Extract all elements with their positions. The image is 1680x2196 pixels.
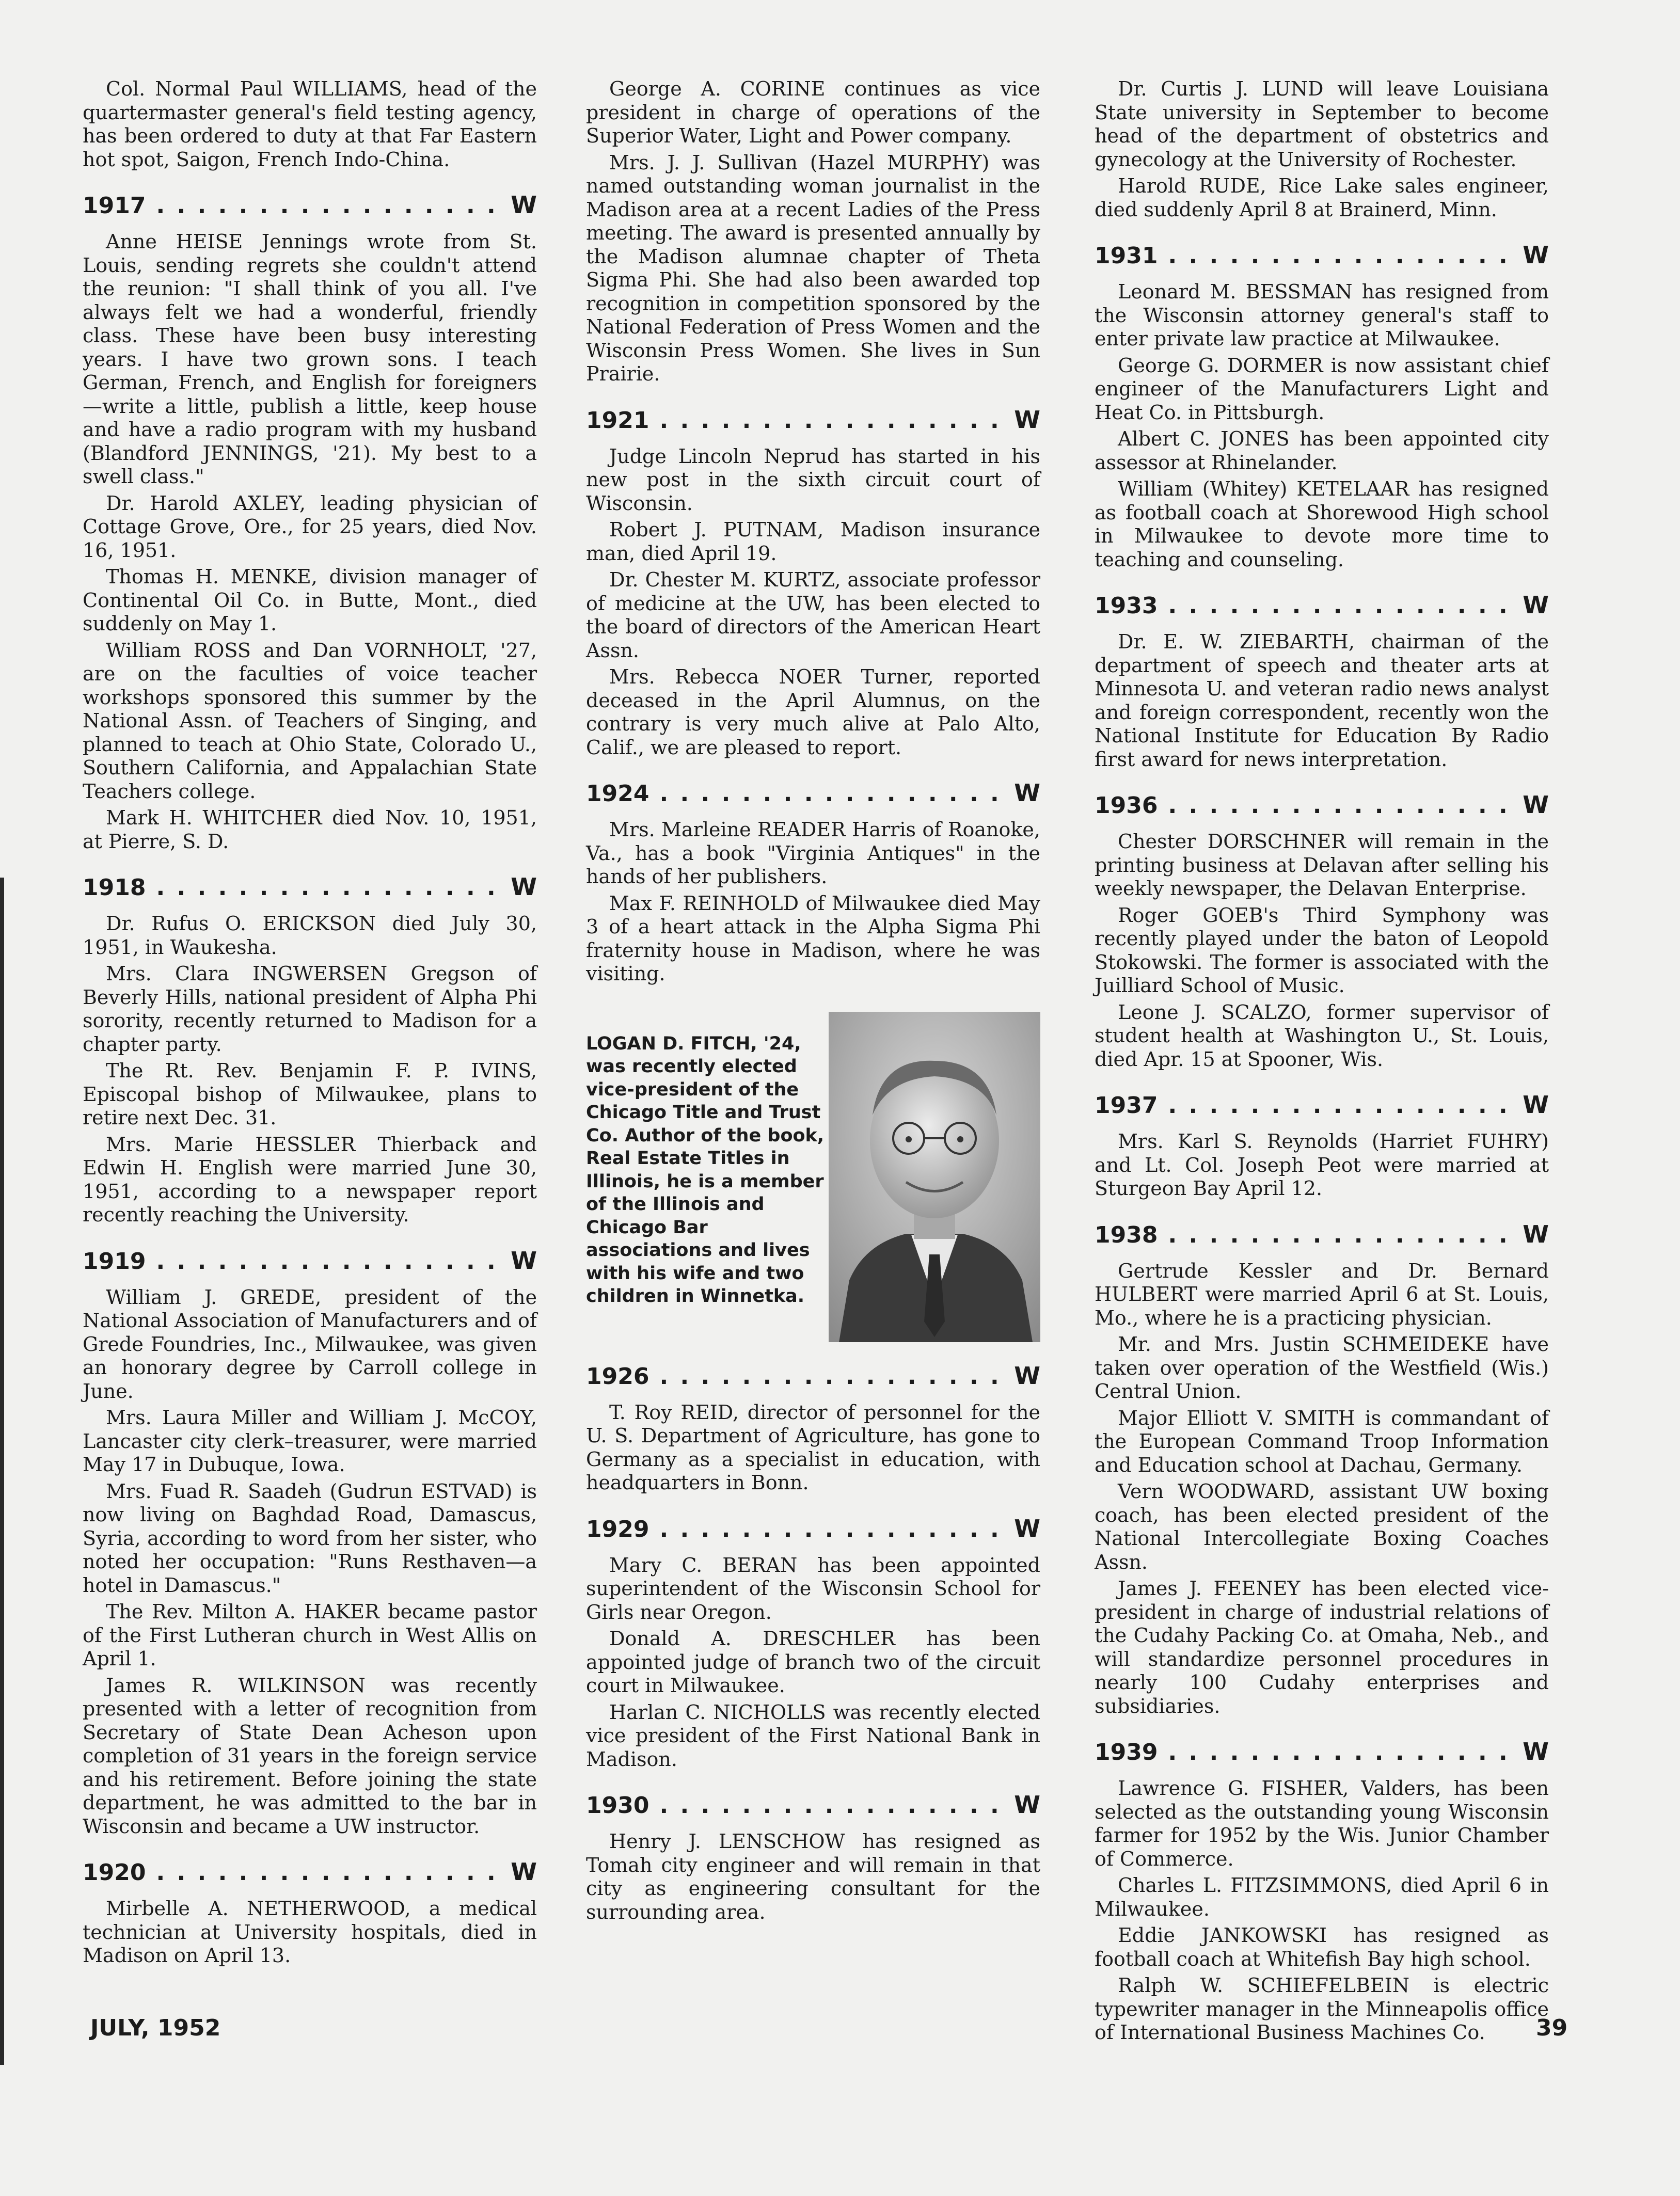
leader-dots bbox=[659, 408, 1011, 434]
news-item: Gertrude Kessler and Dr. Bernard HULBERT were married April 6 at St. Louis, Mo., where he is a practicing physician. bbox=[1095, 1259, 1549, 1329]
class-header-1931 bbox=[1095, 242, 1549, 269]
w-mark: W bbox=[511, 191, 537, 219]
news-item: Mrs. Marie HESSLER Thierback and Edwin H. English were married June 30, 1951, according to a newspaper report recently reaching the University. bbox=[83, 1133, 537, 1226]
w-mark: W bbox=[511, 1246, 537, 1275]
class-header-1918 bbox=[83, 874, 537, 901]
news-item: Mary C. BERAN has been appointed superintendent of the Wisconsin School for Girls near Oregon. bbox=[586, 1553, 1040, 1624]
column-3 bbox=[1095, 77, 1549, 2048]
class-year: 1936 bbox=[1095, 792, 1158, 819]
leader-dots bbox=[156, 875, 508, 901]
class-year: 1929 bbox=[586, 1516, 649, 1542]
w-mark: W bbox=[1523, 1220, 1549, 1248]
news-item: Ralph W. SCHIEFELBEIN is electric typewriter manager in the Minneapolis office of International Business Machines Co. bbox=[1095, 1974, 1549, 2044]
news-item: Eddie JANKOWSKI has resigned as football coach at Whitefish Bay high school. bbox=[1095, 1924, 1549, 1970]
w-mark: W bbox=[1523, 591, 1549, 619]
leader-dots bbox=[1168, 593, 1519, 619]
class-year: 1918 bbox=[83, 874, 146, 901]
news-item: Roger GOEB's Third Symphony was recently played under the baton of Leopold Stokowski. The former is associated with the Juilliard School of Music. bbox=[1095, 903, 1549, 997]
news-item: Leonard M. BESSMAN has resigned from the Wisconsin attorney general's staff to enter private law practice at Milwaukee. bbox=[1095, 280, 1549, 350]
news-item: Albert C. JONES has been appointed city assessor at Rhinelander. bbox=[1095, 427, 1549, 474]
news-item: William ROSS and Dan VORNHOLT, '27, are on the faculties of voice teacher workshops sponsored this summer by the National Assn. of Teachers of Singing, and planned to teach at Ohio State, Colorado U., Southern California, and Appalachian State Teachers college. bbox=[83, 639, 537, 803]
class-header-1937 bbox=[1095, 1092, 1549, 1119]
class-year: 1938 bbox=[1095, 1221, 1158, 1248]
class-header-1926 bbox=[586, 1363, 1040, 1390]
photo-feature bbox=[586, 1012, 1040, 1342]
news-item: Harold RUDE, Rice Lake sales engineer, died suddenly April 8 at Brainerd, Minn. bbox=[1095, 174, 1549, 221]
class-header-1929 bbox=[586, 1516, 1040, 1542]
leader-dots bbox=[659, 1364, 1011, 1390]
leader-dots bbox=[1168, 243, 1519, 269]
news-item: Mrs. Clara INGWERSEN Gregson of Beverly Hills, national president of Alpha Phi sorority, recently returned to Madison for a chapter party. bbox=[83, 962, 537, 1056]
news-item: Judge Lincoln Neprud has started in his new post in the sixth circuit court of Wisconsin. bbox=[586, 444, 1040, 515]
news-item: The Rt. Rev. Benjamin F. P. IVINS, Episcopal bishop of Milwaukee, plans to retire next Dec. 31. bbox=[83, 1059, 537, 1129]
news-item: Mrs. Karl S. Reynolds (Harriet FUHRY) and Lt. Col. Joseph Peot were married at Sturgeon Bay April 12. bbox=[1095, 1130, 1549, 1200]
leader-dots bbox=[659, 1793, 1011, 1819]
leader-dots bbox=[659, 781, 1011, 807]
news-item: Col. Normal Paul WILLIAMS, head of the quartermaster general's field testing agency, has been ordered to duty at that Far Eastern hot spot, Saigon, French Indo-China. bbox=[83, 77, 537, 171]
w-mark: W bbox=[1014, 1514, 1040, 1542]
issue-date: JULY, 1952 bbox=[90, 2015, 221, 2041]
page-number: 39 bbox=[1536, 2015, 1568, 2041]
news-item: Mrs. J. J. Sullivan (Hazel MURPHY) was named outstanding woman journalist in the Madison area at a recent Ladies of the Press meeting. The award is presented annually by the Madison alumnae chapter of Theta Sigma Phi. She had also been awarded top recognition in competition sponsored by the National Federation of Press Women and the Wisconsin Press Women. She lives in Sun Prairie. bbox=[586, 151, 1040, 385]
news-item: Mark H. WHITCHER died Nov. 10, 1951, at Pierre, S. D. bbox=[83, 806, 537, 853]
w-mark: W bbox=[1523, 791, 1549, 819]
news-item: Dr. Rufus O. ERICKSON died July 30, 1951, in Waukesha. bbox=[83, 912, 537, 959]
w-mark: W bbox=[1014, 1791, 1040, 1819]
class-year: 1937 bbox=[1095, 1092, 1158, 1119]
leader-dots bbox=[156, 1860, 508, 1886]
w-mark: W bbox=[1014, 779, 1040, 807]
news-item: Robert J. PUTNAM, Madison insurance man, died April 19. bbox=[586, 518, 1040, 565]
news-item: Mrs. Fuad R. Saadeh (Gudrun ESTVAD) is now living on Baghdad Road, Damascus, Syria, according to word from her sister, who noted her occupation: "Runs Resthaven—a hotel in Damascus." bbox=[83, 1479, 537, 1597]
news-item: William (Whitey) KETELAAR has resigned as football coach at Shorewood High school in Milwaukee to devote more time to teaching and counseling. bbox=[1095, 478, 1549, 571]
class-year: 1920 bbox=[83, 1859, 146, 1886]
news-item: William J. GREDE, president of the National Association of Manufacturers and of Grede Foundries, Inc., Milwaukee, was given an honorary degree by Carroll college in June. bbox=[83, 1285, 537, 1403]
news-item: Mirbelle A. NETHERWOOD, a medical technician at University hospitals, died in Madison on April 13. bbox=[83, 1897, 537, 1967]
leader-dots bbox=[1168, 1093, 1519, 1119]
news-item: Major Elliott V. SMITH is commandant of the European Command Troop Information and Education school at Dachau, Germany. bbox=[1095, 1406, 1549, 1476]
news-item: The Rev. Milton A. HAKER became pastor of the First Lutheran church in West Allis on April 1. bbox=[83, 1600, 537, 1670]
news-item: Dr. Chester M. KURTZ, associate professor of medicine at the UW, has been elected to the board of directors of the American Heart Assn. bbox=[586, 568, 1040, 662]
news-item: George G. DORMER is now assistant chief engineer of the Manufacturers Light and Heat Co. in Pittsburgh. bbox=[1095, 354, 1549, 424]
news-item: Mrs. Laura Miller and William J. McCOY, Lancaster city clerk–treasurer, were married May 17 in Dubuque, Iowa. bbox=[83, 1406, 537, 1476]
class-year: 1930 bbox=[586, 1792, 649, 1819]
w-mark: W bbox=[511, 1858, 537, 1886]
news-item: Charles L. FITZSIMMONS, died April 6 in Milwaukee. bbox=[1095, 1874, 1549, 1920]
class-header-1919 bbox=[83, 1248, 537, 1275]
class-header-1917 bbox=[83, 192, 537, 219]
news-item: Donald A. DRESCHLER has been appointed judge of branch two of the circuit court in Milwaukee. bbox=[586, 1627, 1040, 1697]
news-item: Vern WOODWARD, assistant UW boxing coach, has been elected president of the National Intercollegiate Boxing Coaches Assn. bbox=[1095, 1480, 1549, 1573]
news-item: James J. FEENEY has been elected vice-president in charge of industrial relations of the Cudahy Packing Co. at Omaha, Neb., and will standardize personnel procedures in nearly 100 Cudahy enterprises and subsidiaries. bbox=[1095, 1577, 1549, 1717]
scan-edge-bar bbox=[0, 878, 4, 2065]
leader-dots bbox=[1168, 793, 1519, 819]
news-item: Thomas H. MENKE, division manager of Continental Oil Co. in Butte, Mont., died suddenly on May 1. bbox=[83, 565, 537, 635]
class-header-1930 bbox=[586, 1792, 1040, 1819]
leader-dots bbox=[156, 193, 508, 219]
class-header-1921 bbox=[586, 407, 1040, 434]
class-year: 1917 bbox=[83, 193, 146, 219]
class-year: 1926 bbox=[586, 1363, 649, 1390]
class-year: 1933 bbox=[1095, 593, 1158, 619]
news-item: T. Roy REID, director of personnel for the U. S. Department of Agriculture, has gone to Germany as a specialist in education, with headquarters in Bonn. bbox=[586, 1401, 1040, 1494]
class-year: 1939 bbox=[1095, 1739, 1158, 1765]
news-item: Lawrence G. FISHER, Valders, has been selected as the outstanding young Wisconsin farmer for 1952 by the Wis. Junior Chamber of Commerce. bbox=[1095, 1777, 1549, 1870]
w-mark: W bbox=[1014, 1361, 1040, 1390]
w-mark: W bbox=[1523, 241, 1549, 269]
leader-dots bbox=[1168, 1222, 1519, 1248]
leader-dots bbox=[659, 1517, 1011, 1542]
w-mark: W bbox=[511, 873, 537, 901]
class-year: 1919 bbox=[83, 1248, 146, 1275]
news-item: Dr. E. W. ZIEBARTH, chairman of the department of speech and theater arts at Minnesota U. and veteran radio news analyst and foreign correspondent, recently won the National Institute for Education By Radio first award for news interpretation. bbox=[1095, 630, 1549, 771]
class-year: 1931 bbox=[1095, 243, 1158, 269]
class-header-1924 bbox=[586, 780, 1040, 807]
leader-dots bbox=[1168, 1740, 1519, 1765]
column-2 bbox=[586, 77, 1040, 1927]
w-mark: W bbox=[1523, 1738, 1549, 1765]
w-mark: W bbox=[1014, 405, 1040, 434]
class-header-1933 bbox=[1095, 592, 1549, 619]
photo-caption: LOGAN D. FITCH, '24, was recently elected vice-president of the Chicago Title and Trust Co. Author of the book, Real Estate Titles in Illinois, he is a member of the Illinois and Chicago Bar associations and lives with his wife and two children in Winnetka. bbox=[586, 1033, 825, 1307]
class-header-1939 bbox=[1095, 1739, 1549, 1765]
news-item: Max F. REINHOLD of Milwaukee died May 3 of a heart attack in the Alpha Sigma Phi fraternity house in Madison, where he was visiting. bbox=[586, 892, 1040, 985]
news-item: George A. CORINE continues as vice president in charge of operations of the Superior Water, Light and Power company. bbox=[586, 77, 1040, 147]
class-header-1920 bbox=[83, 1859, 537, 1886]
news-item: Mrs. Rebecca NOER Turner, reported deceased in the April Alumnus, on the contrary is very much alive at Palo Alto, Calif., we are pleased to report. bbox=[586, 665, 1040, 759]
news-item: Dr. Harold AXLEY, leading physician of Cottage Grove, Ore., for 25 years, died Nov. 16, 1951. bbox=[83, 491, 537, 562]
news-item: Dr. Curtis J. LUND will leave Louisiana State university in September to become head of the department of obstetrics and gynecology at the University of Rochester. bbox=[1095, 77, 1549, 171]
leader-dots bbox=[156, 1249, 508, 1275]
column-1 bbox=[83, 77, 537, 1971]
news-item: Harlan C. NICHOLLS was recently elected vice president of the First National Bank in Madison. bbox=[586, 1700, 1040, 1771]
news-item: Mr. and Mrs. Justin SCHMEIDEKE have taken over operation of the Westfield (Wis.) Central Union. bbox=[1095, 1333, 1549, 1403]
news-item: Anne HEISE Jennings wrote from St. Louis, sending regrets she couldn't attend the reunion: "I shall think of you all. I've always felt we had a wonderful, friendly class. These have been busy interesting years. I have two grown sons. I teach German, French, and English for foreigners—write a little, publish a little, keep house and have a radio program with my husband (Blandford JENNINGS, '21). My best to a swell class." bbox=[83, 230, 537, 488]
news-item: Henry J. LENSCHOW has resigned as Tomah city engineer and will remain in that city as engineering consultant for the surrounding area. bbox=[586, 1830, 1040, 1923]
w-mark: W bbox=[1523, 1091, 1549, 1119]
news-item: Leone J. SCALZO, former supervisor of student health at Washington U., St. Louis, died Apr. 15 at Spooner, Wis. bbox=[1095, 1000, 1549, 1071]
news-item: James R. WILKINSON was recently presented with a letter of recognition from Secretary of State Dean Acheson upon completion of 31 years in the foreign service and his retirement. Before joining the state department, he was admitted to the bar in Wisconsin and became a UW instructor. bbox=[83, 1674, 537, 1838]
portrait-photo-icon bbox=[829, 1012, 1040, 1342]
class-year: 1924 bbox=[586, 781, 649, 807]
news-item: Mrs. Marleine READER Harris of Roanoke, Va., has a book "Virginia Antiques" in the hands of her publishers. bbox=[586, 818, 1040, 888]
news-item: Chester DORSCHNER will remain in the printing business at Delavan after selling his weekly newspaper, the Delavan Enterprise. bbox=[1095, 830, 1549, 900]
class-header-1938 bbox=[1095, 1221, 1549, 1248]
class-year: 1921 bbox=[586, 407, 649, 434]
class-header-1936 bbox=[1095, 792, 1549, 819]
